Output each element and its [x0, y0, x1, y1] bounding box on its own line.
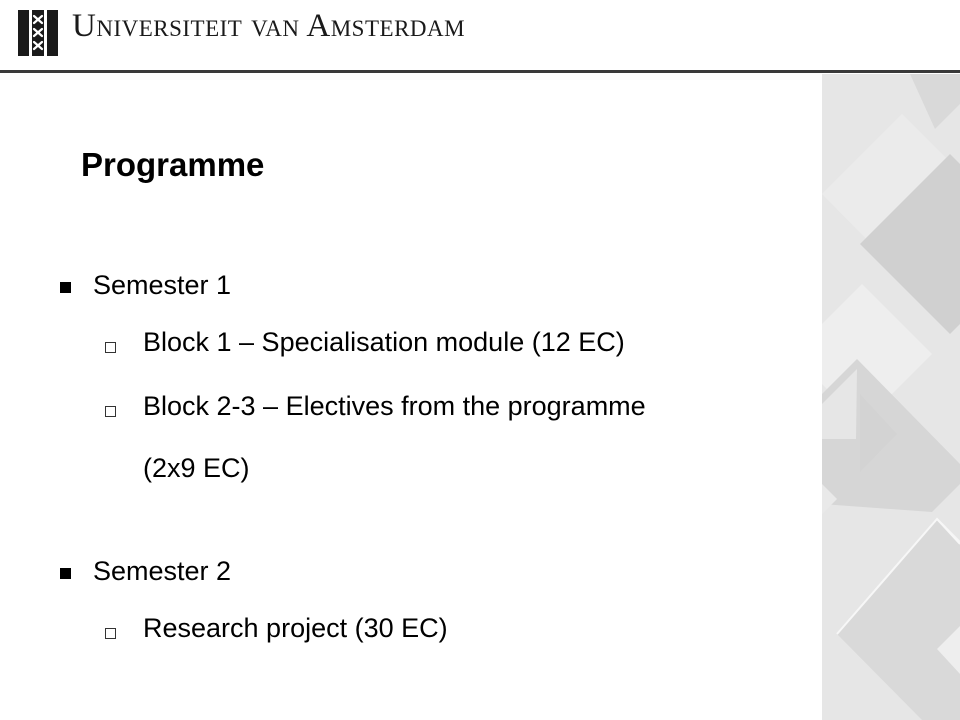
hollow-square-bullet-icon	[105, 342, 116, 353]
square-bullet-icon	[60, 282, 71, 293]
university-logo-icon	[18, 10, 58, 56]
semester-label: Semester 1	[93, 270, 232, 300]
university-name: Universiteit van Amsterdam	[72, 8, 466, 44]
subitem-label: Block 2-3 – Electives from the programme	[143, 391, 646, 421]
subitem-label: Block 1 – Specialisation module (12 EC)	[143, 327, 625, 357]
hollow-square-bullet-icon	[105, 406, 116, 417]
header-rule	[0, 70, 960, 73]
semester-label: Semester 2	[93, 556, 232, 586]
slide-title: Programme	[81, 146, 265, 183]
decorative-panel	[822, 74, 960, 720]
subitem-label: Research project (30 EC)	[143, 613, 448, 643]
subitem-label-continued: (2x9 EC)	[143, 453, 250, 483]
hollow-square-bullet-icon	[105, 628, 116, 639]
square-bullet-icon	[60, 568, 71, 579]
